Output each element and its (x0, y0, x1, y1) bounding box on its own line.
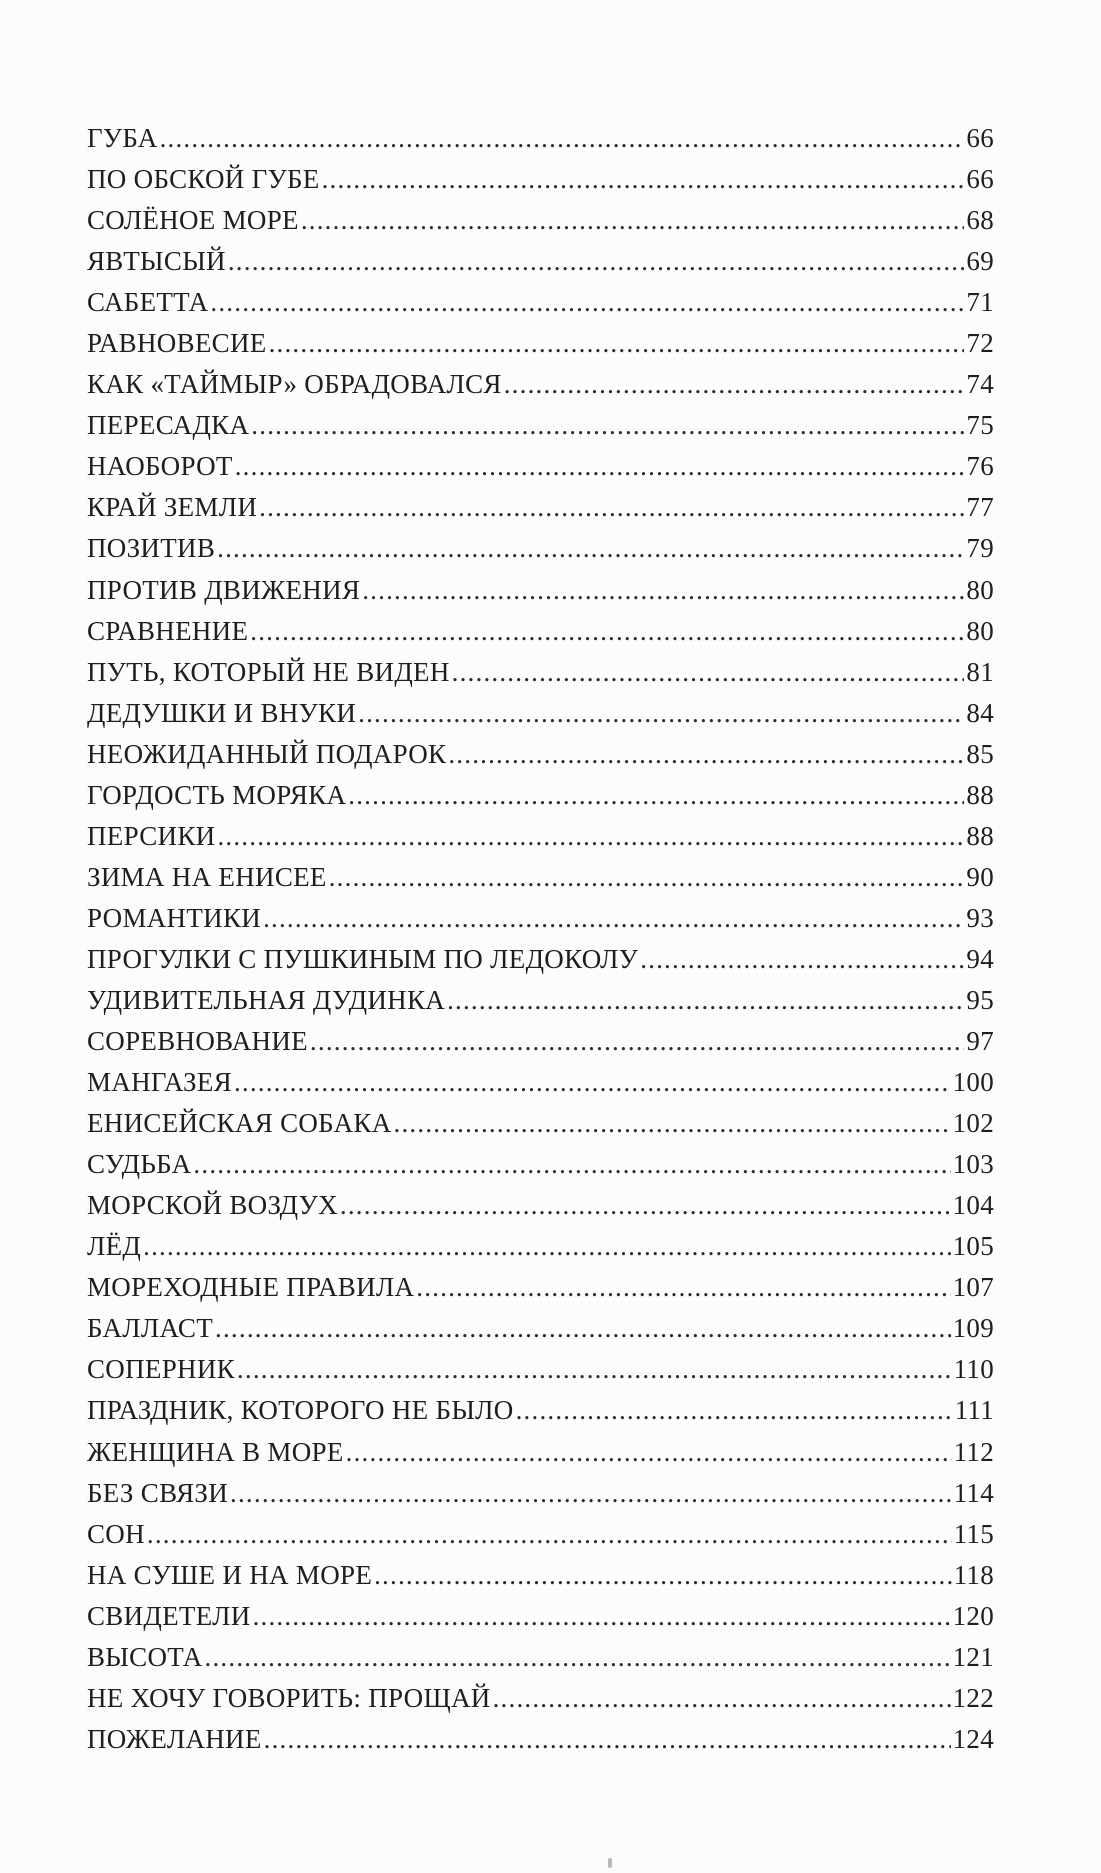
toc-entry-title: СОРЕВНОВАНИЕ (87, 1026, 308, 1057)
toc-dot-leader (250, 611, 964, 652)
toc-entry (87, 1555, 994, 1596)
toc-entry-page-number: 122 (952, 1682, 994, 1713)
toc-entry-title: НАОБОРОТ (87, 451, 233, 482)
toc-entry-title: ЖЕНЩИНА В МОРЕ (87, 1436, 344, 1467)
page-edge-mark (608, 1858, 612, 1868)
toc-entry-title: СВИДЕТЕЛИ (87, 1600, 251, 1631)
toc-entry-page-number: 81 (966, 656, 994, 687)
toc-entry-title: СОПЕРНИК (87, 1354, 235, 1385)
toc-entry (87, 734, 994, 775)
toc-dot-leader (322, 159, 965, 200)
toc-entry-page-number: 90 (966, 861, 994, 892)
toc-entry (87, 1103, 994, 1144)
toc-entry-title: СРАВНЕНИЕ (87, 615, 249, 646)
toc-entry-page-number: 93 (966, 902, 994, 933)
toc-dot-leader (215, 1308, 951, 1349)
toc-entry (87, 159, 994, 200)
toc-entry-title: ПЕРСИКИ (87, 820, 216, 851)
toc-entry (87, 487, 994, 528)
toc-entry-page-number: 68 (966, 205, 994, 236)
toc-dot-leader (253, 1596, 951, 1637)
toc-entry-title: УДИВИТЕЛЬНАЯ ДУДИНКА (87, 984, 446, 1015)
toc-entry (87, 1267, 994, 1308)
toc-entry-page-number: 104 (952, 1190, 994, 1221)
toc-entry (87, 1678, 994, 1719)
toc-entry-page-number: 103 (952, 1149, 994, 1180)
toc-dot-leader (640, 939, 964, 980)
toc-entry (87, 1637, 994, 1678)
toc-dot-leader (234, 1062, 951, 1103)
toc-entry-page-number: 124 (952, 1723, 994, 1754)
toc-entry-page-number: 88 (966, 779, 994, 810)
toc-dot-leader (416, 1267, 950, 1308)
toc-entry-title: ПУТЬ, КОТОРЫЙ НЕ ВИДЕН (87, 656, 450, 687)
toc-entry (87, 980, 994, 1021)
toc-entry (87, 200, 994, 241)
toc-entry (87, 1185, 994, 1226)
toc-entry (87, 611, 994, 652)
toc-entry (87, 652, 994, 693)
toc-entry (87, 1308, 994, 1349)
toc-dot-leader (263, 898, 964, 939)
toc-entry-title: ПО ОБСКОЙ ГУБЕ (87, 164, 320, 195)
toc-entry (87, 1514, 994, 1555)
toc-entry-page-number: 84 (966, 697, 994, 728)
toc-entry (87, 1349, 994, 1390)
toc-dot-leader (160, 118, 965, 159)
toc-entry-page-number: 76 (966, 451, 994, 482)
toc-entry-page-number: 121 (952, 1641, 994, 1672)
toc-entry (87, 528, 994, 569)
toc-dot-leader (493, 1678, 951, 1719)
toc-entry-title: ГОРДОСТЬ МОРЯКА (87, 779, 347, 810)
toc-dot-leader (228, 241, 965, 282)
toc-entry-title: ПРАЗДНИК, КОТОРОГО НЕ БЫЛО (87, 1395, 514, 1426)
toc-entry (87, 1062, 994, 1103)
toc-entry (87, 775, 994, 816)
toc-entry-page-number: 77 (966, 492, 994, 523)
toc-entry-page-number: 114 (953, 1477, 994, 1508)
toc-entry (87, 1021, 994, 1062)
toc-entry-page-number: 102 (952, 1108, 994, 1139)
toc-dot-leader (230, 1473, 952, 1514)
toc-dot-leader (358, 693, 964, 734)
toc-entry-page-number: 88 (966, 820, 994, 851)
toc-dot-leader (237, 1349, 952, 1390)
toc-entry-page-number: 69 (966, 246, 994, 277)
toc-dot-leader (269, 323, 965, 364)
toc-entry-title: ЕНИСЕЙСКАЯ СОБАКА (87, 1108, 392, 1139)
toc-dot-leader (217, 528, 964, 569)
toc-entry-page-number: 111 (954, 1395, 994, 1426)
toc-entry-title: ЗИМА НА ЕНИСЕЕ (87, 861, 327, 892)
toc-entry-title: ГУБА (87, 123, 158, 153)
toc-entry-page-number: 72 (966, 328, 994, 359)
toc-entry (87, 1390, 994, 1431)
toc-entry-title: СОЛЁНОЕ МОРЕ (87, 205, 299, 236)
toc-entry-title: МОРСКОЙ ВОЗДУХ (87, 1190, 338, 1221)
toc-entry (87, 446, 994, 487)
toc-entry (87, 323, 994, 364)
toc-entry-title: КРАЙ ЗЕМЛИ (87, 492, 258, 523)
toc-entry-page-number: 97 (966, 1026, 994, 1057)
toc-entry-page-number: 115 (953, 1518, 994, 1549)
toc-dot-leader (210, 282, 964, 323)
toc-entry-page-number: 66 (966, 164, 994, 195)
toc-dot-leader (147, 1514, 952, 1555)
toc-dot-leader (205, 1637, 951, 1678)
toc-entry-title: МАНГАЗЕЯ (87, 1067, 232, 1098)
toc-dot-leader (346, 1432, 952, 1473)
toc-entry-page-number: 79 (966, 533, 994, 564)
toc-entry (87, 1719, 994, 1760)
toc-dot-leader (374, 1555, 951, 1596)
toc-dot-leader (217, 816, 964, 857)
toc-entry-title: ВЫСОТА (87, 1641, 203, 1672)
toc-entry-title: ПЕРЕСАДКА (87, 410, 250, 441)
table-of-contents (87, 118, 994, 1760)
toc-entry-title: НЕ ХОЧУ ГОВОРИТЬ: ПРОЩАЙ (87, 1682, 491, 1713)
toc-entry-title: БАЛЛАСТ (87, 1313, 214, 1344)
toc-dot-leader (394, 1103, 951, 1144)
toc-entry-title: ПОЖЕЛАНИЕ (87, 1723, 262, 1754)
toc-entry-page-number: 95 (966, 984, 994, 1015)
toc-entry (87, 282, 994, 323)
toc-entry-page-number: 110 (953, 1354, 994, 1385)
toc-entry (87, 1473, 994, 1514)
toc-entry (87, 1226, 994, 1267)
toc-dot-leader (447, 980, 964, 1021)
toc-entry-page-number: 105 (952, 1231, 994, 1262)
toc-entry-page-number: 118 (953, 1559, 994, 1590)
toc-entry-page-number: 100 (952, 1067, 994, 1098)
toc-dot-leader (362, 570, 964, 611)
toc-entry-page-number: 120 (952, 1600, 994, 1631)
toc-dot-leader (310, 1021, 964, 1062)
toc-entry-title: НЕОЖИДАННЫЙ ПОДАРОК (87, 738, 447, 769)
toc-entry-title: ДЕДУШКИ И ВНУКИ (87, 697, 357, 728)
toc-dot-leader (301, 200, 965, 241)
toc-entry (87, 405, 994, 446)
toc-entry (87, 1596, 994, 1637)
toc-entry (87, 1144, 994, 1185)
toc-entry-page-number: 74 (966, 369, 994, 400)
toc-dot-leader (329, 857, 965, 898)
toc-entry (87, 241, 994, 282)
toc-dot-leader (504, 364, 965, 405)
toc-dot-leader (193, 1144, 950, 1185)
toc-entry-title: МОРЕХОДНЫЕ ПРАВИЛА (87, 1272, 415, 1303)
toc-dot-leader (452, 652, 965, 693)
toc-entry-title: РАВНОВЕСИЕ (87, 328, 267, 359)
toc-entry-page-number: 107 (952, 1272, 994, 1303)
toc-entry-title: РОМАНТИКИ (87, 902, 262, 933)
toc-dot-leader (340, 1185, 951, 1226)
toc-dot-leader (259, 487, 964, 528)
toc-entry-page-number: 66 (966, 123, 994, 153)
toc-entry-title: СОН (87, 1518, 145, 1549)
toc-entry (87, 816, 994, 857)
toc-entry-title: НА СУШЕ И НА МОРЕ (87, 1559, 373, 1590)
toc-dot-leader (516, 1390, 953, 1431)
toc-dot-leader (143, 1226, 950, 1267)
toc-entry-title: СУДЬБА (87, 1149, 192, 1180)
toc-entry-page-number: 80 (966, 574, 994, 605)
toc-entry (87, 693, 994, 734)
toc-dot-leader (264, 1719, 951, 1760)
toc-entry-page-number: 80 (966, 615, 994, 646)
toc-entry-title: КАК «ТАЙМЫР» ОБРАДОВАЛСЯ (87, 369, 502, 400)
toc-entry (87, 939, 994, 980)
toc-dot-leader (348, 775, 964, 816)
toc-entry-page-number: 94 (966, 943, 994, 974)
toc-entry-title: ЯВТЫСЫЙ (87, 246, 226, 277)
toc-entry-page-number: 109 (952, 1313, 994, 1344)
toc-entry-title: ПРОТИВ ДВИЖЕНИЯ (87, 574, 361, 605)
toc-entry (87, 857, 994, 898)
toc-dot-leader (235, 446, 965, 487)
toc-entry-title: ПОЗИТИВ (87, 533, 216, 564)
toc-entry-page-number: 75 (966, 410, 994, 441)
toc-entry (87, 1432, 994, 1473)
toc-entry (87, 570, 994, 611)
toc-entry-title: БЕЗ СВЯЗИ (87, 1477, 229, 1508)
toc-dot-leader (251, 405, 964, 446)
toc-entry-title: САБЕТТА (87, 287, 209, 318)
toc-dot-leader (448, 734, 964, 775)
toc-entry-page-number: 85 (966, 738, 994, 769)
toc-entry-title: ПРОГУЛКИ С ПУШКИНЫМ ПО ЛЕДОКОЛУ (87, 943, 639, 974)
toc-entry-title: ЛЁД (87, 1231, 142, 1262)
toc-entry (87, 364, 994, 405)
toc-entry-page-number: 71 (966, 287, 994, 318)
toc-entry (87, 898, 994, 939)
toc-entry-page-number: 112 (953, 1436, 994, 1467)
toc-entry (87, 118, 994, 159)
